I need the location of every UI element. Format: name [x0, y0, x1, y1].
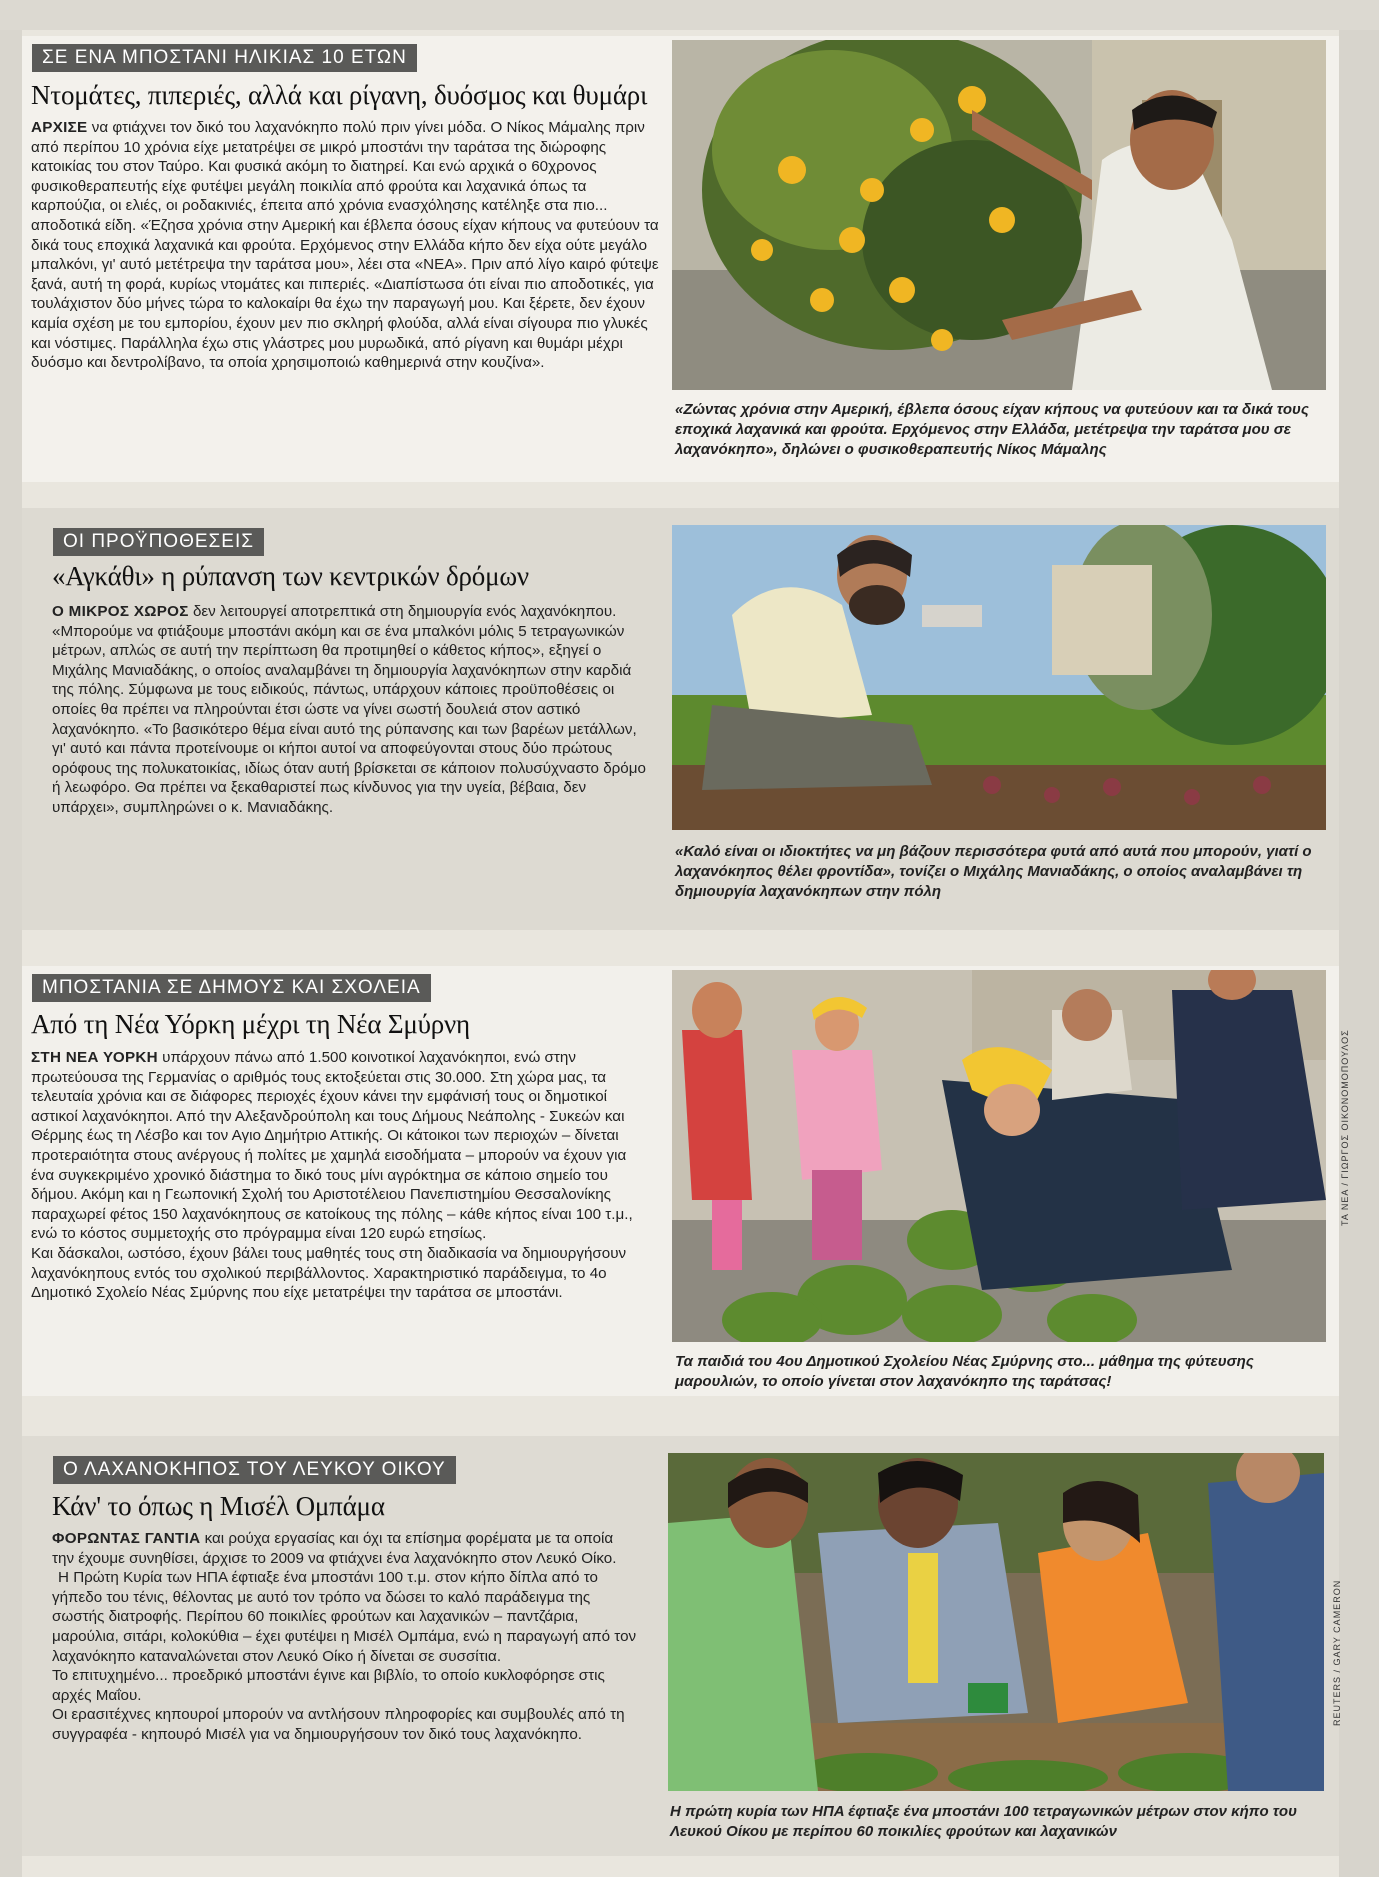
- photo-man-in-garden: [672, 525, 1326, 830]
- body-text-2: Η Πρώτη Κυρία των ΗΠΑ έφτιαξε ένα μποστάνι 100 τ.μ. στον κήπο δίπλα από το γήπεδο του τένις, θέλοντας με αυτό τον τρόπο να δώσει το καλό παράδειγμα της σωστής διατροφής. Περίπου 60 ποικιλίες φρούτων και λαχανικών – παντζάρια, μαρούλια, σιτάρι, κολοκύθια – έχει φυτέψει η Μισέλ Ομπάμα, ενώ η παραγωγή από τον λαχανόκηπο καταναλώνεται στον Λευκό Οίκο ή δίνεται σε συσσίτια.: [52, 1569, 637, 1665]
- body-text: δεν λειτουργεί αποτρεπτικά στη δημιουργία ενός λαχανόκηπου. «Μπορούμε να φτιάξουμε μποστάνι ακόμη και σε ένα μπαλκόνι μόλις 5 τετραγωνικών μέτρων, απλώς σε αυτή την περίπτωση θα προτιμηθεί ο κάθετος κήπος», εξηγεί ο Μιχάλης Μανιαδάκης, ο οποίος αναλαμβάνει τη δημιουργία λαχανόκηπων στην καρδιά της πόλης. Σύμφωνα με τους ειδικούς, πάντως, υπάρχουν κάποιες προϋποθέσεις οι οποίες θα πρέπει να πληρούνται έτσι ώστε να γίνει σωστή δουλειά στον αστικό λαχανόκηπο. «Το βασικότερο θέμα είναι αυτό της ρύπανσης και των βαρέων μετάλλων, γι' αυτό και πάντα προτείνουμε οι κήποι αυτοί να αποφεύγονται στους δύο πρώτους ορόφους της πολυκατοικίας, ιδίως όταν αυτή βρίσκεται σε κάποιον πολυσύχναστο δρόμο ή λεωφόρο. Θα πρέπει να ξεκαθαριστεί πως κίνδυνος για την υγεία, βέβαια, δεν υπάρχει», συμπληρώνει ο κ. Μανιαδάκης.: [52, 603, 646, 816]
- adjacent-page-strip-right: [1339, 30, 1379, 1877]
- article-headline: Ντομάτες, πιπεριές, αλλά και ρίγανη, δυόσμος και θυμάρι: [31, 80, 648, 110]
- article-kicker: ΜΠΟΣΤΑΝΙΑ ΣΕ ΔΗΜΟΥΣ ΚΑΙ ΣΧΟΛΕΙΑ: [32, 974, 431, 1002]
- photo-caption: «Καλό είναι οι ιδιοκτήτες να μη βάζουν περισσότερα φυτά από αυτά που μπορούν, γιατί ο λαχανόκηπος θέλει φροντίδα», τονίζει ο Μιχάλης Μανιαδάκης, ο οποίος αναλαμβάνει τη δημιουργία λαχανόκηπων στην πόλη: [675, 843, 1312, 900]
- lead-word: ΦΟΡΩΝΤΑΣ ΓΑΝΤΙΑ: [52, 1530, 201, 1547]
- article-mamalis: [22, 36, 1339, 482]
- article-obama-garden: [22, 1436, 1342, 1856]
- photo-caption: Η πρώτη κυρία των ΗΠΑ έφτιαξε ένα μποστάνι 100 τετραγωνικών μέτρων στον κήπο του Λευκού Οίκου με περίπου 60 ποικιλίες φρούτων και λαχανικών: [670, 1803, 1297, 1840]
- article-kicker: Ο ΛΑΧΑΝΟΚΗΠΟΣ ΤΟΥ ΛΕΥΚΟΥ ΟΙΚΟΥ: [53, 1456, 456, 1484]
- photo-credit: REUTERS / GARY CAMERON: [1332, 1579, 1342, 1726]
- photo-michelle-obama-garden: [668, 1453, 1324, 1791]
- body-text-2: Και δάσκαλοι, ωστόσο, έχουν βάλει τους μαθητές τους στη διαδικασία να δημιουργήσουν λαχανόκηπους εντός του σχολικού περιβάλλοντος. Χαρακτηριστικό παράδειγμα, το 4ο Δημοτικό Σχολείο Νέας Σμύρνης που είχε μετατρέψει την ταράτσα σε μποστάνι.: [31, 1244, 627, 1302]
- lead-word: Ο ΜΙΚΡΟΣ ΧΩΡΟΣ: [52, 603, 189, 620]
- article-kicker: ΣΕ ΕΝΑ ΜΠΟΣΤΑΝΙ ΗΛΙΚΙΑΣ 10 ΕΤΩΝ: [32, 44, 417, 72]
- photo-caption: Τα παιδιά του 4ου Δημοτικού Σχολείου Νέας Σμύρνης στο... μάθημα της φύτευσης μαρουλιών, το οποίο γίνεται στον λαχανόκηπο της ταράτσας!: [675, 1353, 1254, 1390]
- photo-credit: ΤΑ ΝΕΑ / ΓΙΩΡΓΟΣ ΟΙΚΟΝΟΜΟΠΟΥΛΟΣ: [1340, 1029, 1350, 1226]
- photo-caption: «Ζώντας χρόνια στην Αμερική, έβλεπα όσους είχαν κήπους να φυτεύουν και τα δικά τους εποχικά λαχανικά και φρούτα. Ερχόμενος στην Ελλάδα, μετέτρεψα την ταράτσα μου σε λαχανόκηπο», δηλώνει ο φυσικοθεραπευτής Νίκος Μάμαλης: [675, 401, 1309, 458]
- lead-word: ΑΡΧΙΣΕ: [31, 119, 88, 136]
- lead-word: ΣΤΗ ΝΕΑ ΥΟΡΚΗ: [31, 1049, 158, 1066]
- article-maniadakis: [22, 508, 1339, 930]
- article-headline: «Αγκάθι» η ρύπανση των κεντρικών δρόμων: [52, 561, 529, 591]
- body-text: να φτιάχνει τον δικό του λαχανόκηπο πολύ πριν γίνει μόδα. Ο Νίκος Μάμαλης πριν από περίπου 10 χρόνια είχε μετατρέψει σε μικρό μποστάνι την ταράτσα της διώροφης κατοικίας του στον Ταύρο. Και φυσικά ακόμη το διατηρεί. Και ενώ αρχικά ο 60χρονος φυσικοθεραπευτής είχε φυτέψει μεγάλη ποικιλία από φρούτα και λαχανικά όπως τα καρπούζια, οι ελιές, οι ροδακινιές, έπειτα από χρόνια ενασχόλησης κατέληξε στα πιο... αποδοτικά είδη. «Έζησα χρόνια στην Αμερική και έβλεπα όσους είχαν κήπους να φυτεύουν τα δικά τους εποχικά λαχανικά και φρούτα. Ερχόμενος στην Ελλάδα κήπο δεν είχα ούτε μεγάλο μπαλκόνι, γι' αυτό μετέτρεψα την ταράτσα μου», λέει στα «ΝΕΑ». Πριν από λίγο καιρό φύτεψε ξανά, αυτή τη φορά, κυρίως ντομάτες και πιπεριές. «Διαπίστωσα ότι είναι πιο αποδοτικές, για τουλάχιστον δύο μήνες τώρα το καλοκαίρι θα έχω την παραγωγή μου. Και ξέρετε, δεν έχουν καμία σχέση με του εμπορίου, έχουν μεν πιο σκληρή φλούδα, αλλά είναι σίγουρα πιο γλυκές και νόστιμες. Παράλληλα έχω στις γλάστρες μου μυρωδικά, από ρίγανη και θυμάρι μέχρι δυόσμο και δεντρολίβανο, τα οποία χρησιμοποιώ καθημερινά στην κουζίνα».: [31, 119, 659, 372]
- body-text: υπάρχουν πάνω από 1.500 κοινοτικοί λαχανόκηποι, ενώ στην πρωτεύουσα της Γερμανίας ο αριθμός τους εκτοξεύεται στις 30.000. Στη χώρα μας, τα τελευταία χρόνια και σε διάφορες περιοχές έχουν κάνει την εμφάνισή τους οι δημοτικοί αστικοί λαχανόκηποι. Από την Αλεξανδρούπολη και τους Δήμους Νεάπολης - Συκεών και Θέρμης έως τη Λέσβο και τον Αγιο Δημήτριο Αττικής. Οι κάτοικοι των περιοχών – δίνεται προτεραιότητα στους ανέργους ή πολίτες με χαμηλά εισοδήματα – μπορούν να έχουν για ένα συγκεκριμένο χρονικό διάστημα το δικό τους μίνι αγρόκτημα σε κάποιο σημείο του δήμου. Ακόμη και η Γεωπονική Σχολή του Αριστοτέλειου Πανεπιστημίου Θεσσαλονίκης παραχωρεί φέτος 150 λαχανόκηπους σε κατοίκους της πόλης – κάθε κήπος είναι 100 τ.μ., ενώ το κόστος συμμετοχής στο πρόγραμμα είναι 120 ευρώ ετησίως.: [31, 1049, 633, 1243]
- article-body: [31, 118, 661, 373]
- article-headline: Κάν' το όπως η Μισέλ Ομπάμα: [52, 1491, 385, 1521]
- photo-man-lemon-tree: [672, 40, 1326, 390]
- adjacent-page-strip-top: [0, 0, 1379, 30]
- body-text-3: Το επιτυχημένο... προεδρικό μποστάνι έγινε και βιβλίο, το οποίο κυκλοφόρησε στις αρχές Μαΐου.: [52, 1667, 605, 1704]
- article-headline: Από τη Νέα Υόρκη μέχρι τη Νέα Σμύρνη: [31, 1009, 470, 1039]
- body-text-4: Οι ερασιτέχνες κηπουροί μπορούν να αντλήσουν πληροφορίες και συμβουλές από τη συγγραφέα - κηπουρό Μισέλ για να δημιουργήσουν τον δικό τους λαχανόκηπο.: [52, 1706, 625, 1743]
- article-body: [31, 1048, 643, 1303]
- article-body: [52, 1529, 637, 1745]
- article-kicker: ΟΙ ΠΡΟΫΠΟΘΕΣΕΙΣ: [53, 528, 264, 556]
- article-schools: [22, 966, 1350, 1396]
- body-text: και ρούχα εργασίας και όχι τα επίσημα φορέματα με τα οποία την έχουμε συνηθίσει, άρχισε το 2009 να φτιάχνει ένα λαχανόκηπο στον Λευκό Οίκο.: [52, 1530, 617, 1567]
- article-body: [52, 602, 647, 818]
- photo-children-rooftop-garden: [672, 970, 1326, 1342]
- adjacent-page-strip-left: [0, 30, 22, 1877]
